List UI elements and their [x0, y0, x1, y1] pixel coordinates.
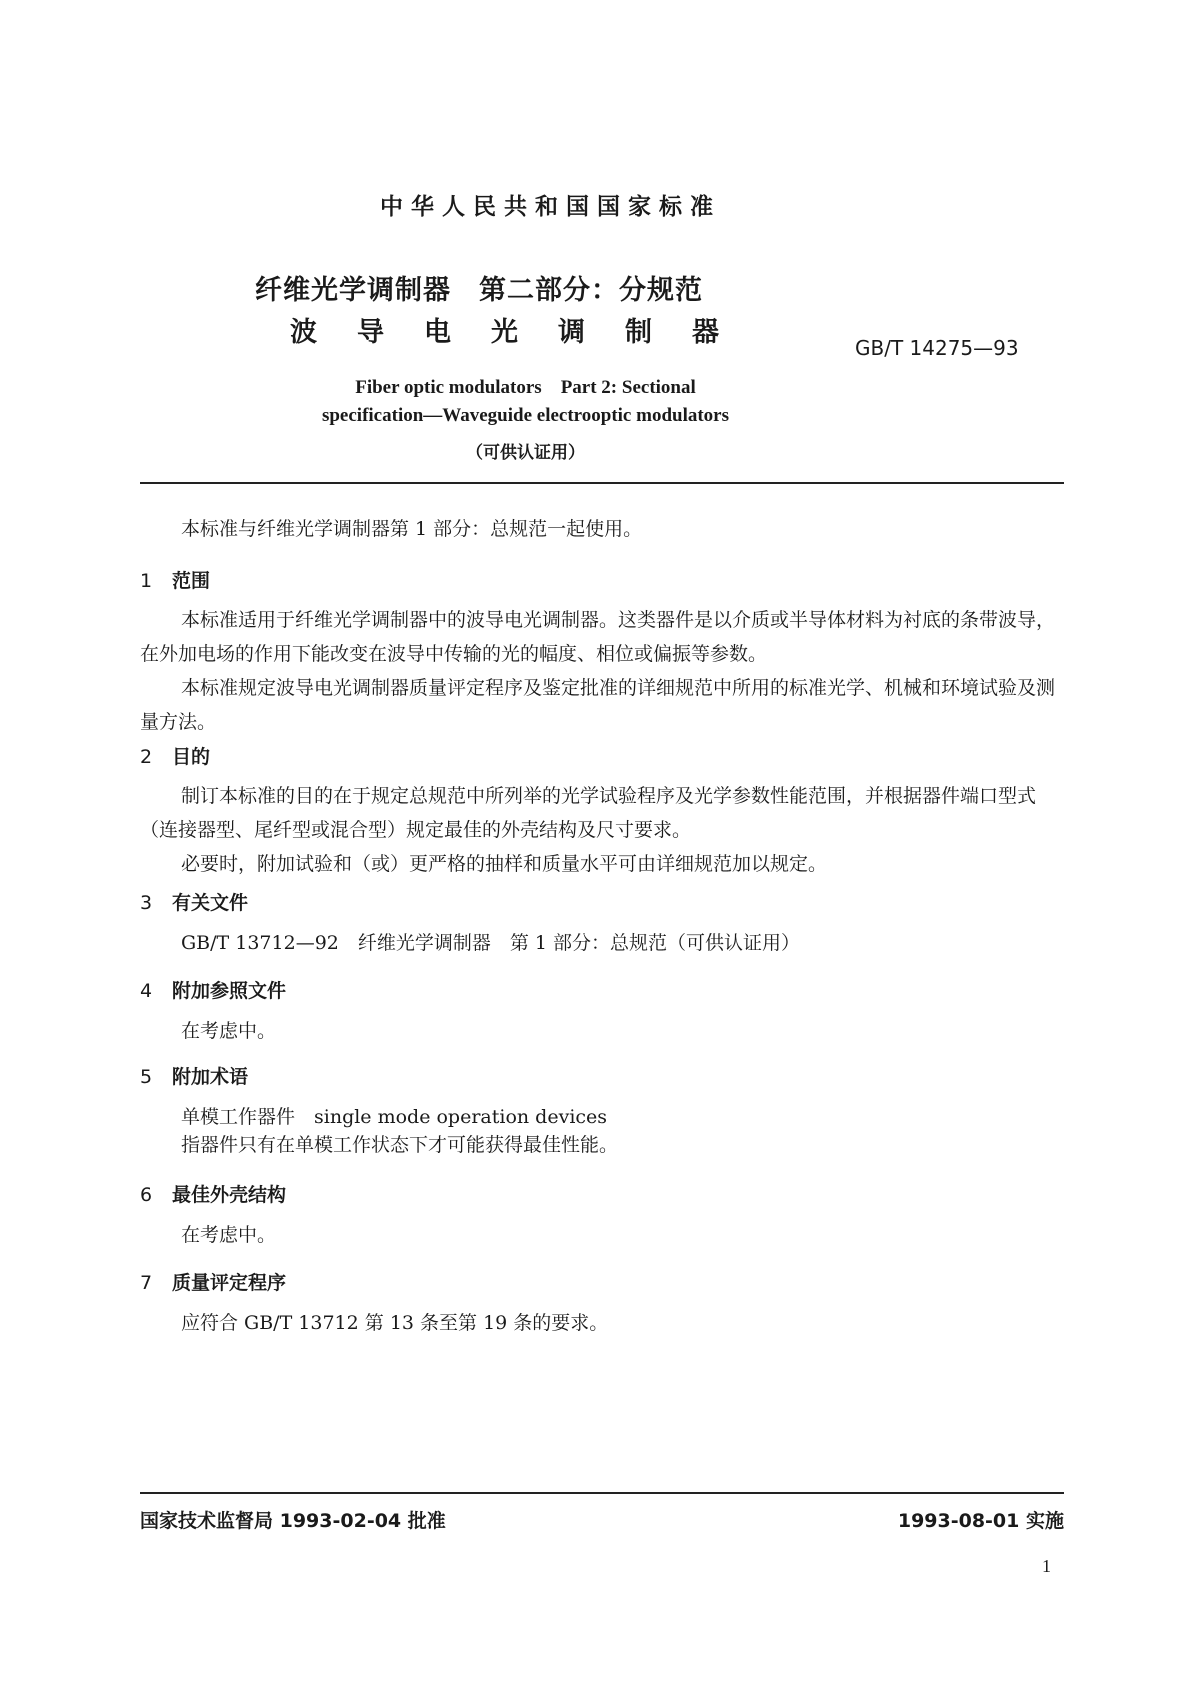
section-1-heading: [140, 566, 210, 593]
document-title-line-1: 纤维光学调制器 第二部分：分规范: [255, 275, 703, 306]
section-5-term: 单模工作器件 single mode operation devices: [181, 1106, 608, 1128]
intro-paragraph: 本标准与纤维光学调制器第 1 部分：总规范一起使用。: [181, 518, 643, 540]
section-number: 3: [140, 892, 153, 914]
page-number: 1: [1042, 1556, 1051, 1576]
section-title: 附加参照文件: [172, 980, 287, 1002]
section-2-heading: [140, 742, 210, 769]
section-title: 有关文件: [172, 892, 249, 914]
section-number: 4: [140, 980, 153, 1002]
national-standard-heading: 中华人民共和国国家标准: [380, 194, 721, 220]
section-2-paragraph-2: 必要时，附加试验和（或）更严格的抽样和质量水平可由详细规范加以规定。: [181, 853, 828, 875]
section-number: 1: [140, 570, 153, 592]
section-4-heading: [140, 976, 286, 1003]
section-2-paragraph-1: 制订本标准的目的在于规定总规范中所列举的光学试验程序及光学参数性能范围，并根据器件端口型式（连接器型、尾纤型或混合型）规定最佳的外壳结构及尺寸要求。: [140, 785, 1037, 841]
section-title: 范围: [172, 570, 211, 592]
section-7-heading: [140, 1268, 286, 1295]
section-6-paragraph: 在考虑中。: [181, 1224, 277, 1246]
section-title: 质量评定程序: [172, 1272, 287, 1294]
implementation-date: 1993-08-01 实施: [897, 1510, 1064, 1532]
section-1-paragraph-2: 本标准规定波导电光调制器质量评定程序及鉴定批准的详细规范中所用的标准光学、机械和环境试验及测量方法。: [140, 677, 1056, 733]
section-5-definition: 指器件只有在单模工作状态下才可能获得最佳性能。: [181, 1134, 619, 1156]
section-number: 6: [140, 1184, 153, 1206]
section-4-paragraph: 在考虑中。: [181, 1020, 277, 1042]
section-5-heading: [140, 1062, 248, 1089]
section-3-heading: [140, 888, 248, 915]
standard-number: GB/T 14275—93: [855, 336, 1019, 360]
approval-date: 国家技术监督局 1993-02-04 批准: [140, 1510, 446, 1532]
english-title-line-2: specification—Waveguide electrooptic modulators: [321, 405, 730, 426]
section-number: 5: [140, 1066, 153, 1088]
section-6-heading: [140, 1180, 286, 1207]
section-title: 目的: [172, 746, 211, 768]
certification-note: （可供认证用）: [466, 443, 585, 463]
document-title-line-2: 波导电光调制器: [290, 317, 759, 348]
section-number: 7: [140, 1272, 153, 1294]
section-number: 2: [140, 746, 153, 768]
header-divider: [140, 482, 1064, 484]
section-title: 附加术语: [172, 1066, 249, 1088]
section-7-paragraph: 应符合 GB/T 13712 第 13 条至第 19 条的要求。: [181, 1312, 609, 1334]
footer-divider: [140, 1492, 1064, 1494]
section-1-paragraph-1: 本标准适用于纤维光学调制器中的波导电光调制器。这类器件是以介质或半导体材料为衬底的条带波导，在外加电场的作用下能改变在波导中传输的光的幅度、相位或偏振等参数。: [140, 609, 1056, 665]
section-title: 最佳外壳结构: [172, 1184, 287, 1206]
section-3-reference: GB/T 13712—92 纤维光学调制器 第 1 部分：总规范（可供认证用）: [181, 932, 801, 954]
english-title-line-1: Fiber optic modulators Part 2: Sectional: [355, 377, 696, 398]
